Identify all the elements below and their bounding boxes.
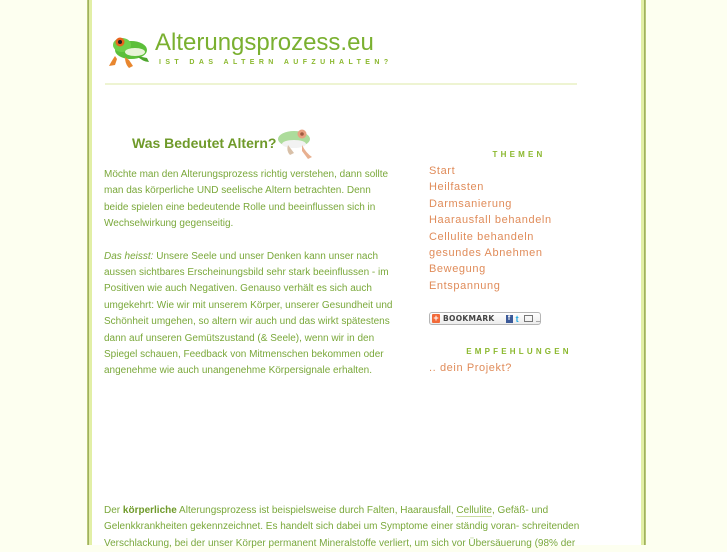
site-title[interactable]: Alterungsprozess.eu [155, 29, 374, 56]
empfehlungen-list [429, 360, 589, 376]
bold-term: körperliche [122, 505, 177, 516]
nav-link-start[interactable]: Start [429, 165, 456, 177]
bookmark-label: BOOKMARK [443, 314, 495, 324]
more-icon[interactable]: _ [536, 315, 540, 323]
themen-heading: THEMEN [492, 150, 546, 159]
email-icon[interactable] [524, 315, 533, 322]
page-container [88, 0, 645, 549]
article-heading-row [104, 125, 394, 167]
emphasis-label: Das heisst: [104, 250, 154, 262]
nav-link-cellulite[interactable]: Cellulite behandeln [429, 230, 534, 243]
nav-link-bewegung[interactable]: Bewegung [429, 263, 486, 276]
tree-frog-icon[interactable] [107, 32, 153, 70]
body-text-2: , Gefäß- und Gelenkkrankheiten gekennzeichnet. Es handelt sich dabei um Symptome einer ständig voran- schreitenden Verschlackung, bei der unser Körper permanent Mineralstoffe verliert, um sich vor Übersäuerung (98% der [104, 505, 580, 549]
sidebar [429, 150, 589, 377]
main-content [104, 125, 394, 396]
plus-icon: + [433, 313, 439, 324]
nav-link-darmsanierung[interactable]: Darmsanierung [429, 197, 513, 210]
site-header [105, 28, 579, 88]
bookmark-share-button[interactable] [429, 312, 541, 325]
intro-paragraph: Möchte man den Alterungsprozess richtig verstehen, dann sollte man das körperliche UND seelische Altern betrachten. Denn beide spielen eine bedeutende Rolle und beeinflussen sich in Wechselwirkung gegenseitig. [104, 169, 389, 230]
nav-link-haarausfall[interactable]: Haarausfall behandeln [429, 214, 552, 227]
site-tagline: IST DAS ALTERN AUFZUHALTEN? [159, 59, 393, 66]
explanation-paragraph [104, 249, 394, 380]
nav-link-abnehmen[interactable]: gesundes Abnehmen [429, 247, 543, 260]
twitter-icon[interactable]: t [515, 313, 519, 324]
nav-link-heilfasten[interactable]: Heilfasten [429, 181, 484, 194]
empfehlungen-heading: EMPFEHLUNGEN [466, 347, 572, 357]
themen-nav [429, 163, 589, 294]
nav-link-entspannung[interactable]: Entspannung [429, 279, 501, 292]
explanation-text: Unsere Seele und unser Denken kann unser nach aussen sichtbares Erscheinungsbild sehr stark beeinflussen - im Positiven wie auch Negativen. Genauso verhält es sich auch umgekehrt: Wie wir mit unserem Körper, unserer Gesundheit und Schönheit umgehen, so altern wir auch und das wirkt spätestens dann auf unseren Gemütszustand (& Seele), wenn wir in den Spiegel schauen, Feedback von Mitmenschen bekommen oder angenehme wie auch unangenehme Körpersignale erhalten. [104, 250, 393, 377]
body-text-1: Alterungsprozess ist beispielsweise durch Falten, Haarausfall, [176, 505, 457, 516]
body-prefix: Der [104, 505, 123, 516]
tree-frog-icon [272, 125, 318, 161]
header-divider [105, 83, 577, 85]
empfehlung-link[interactable]: .. dein Projekt? [429, 362, 512, 375]
facebook-icon[interactable]: f [506, 315, 513, 323]
cellulite-link[interactable]: Cellulite [456, 505, 492, 516]
article-heading: Was Bedeutet Altern? [132, 135, 277, 151]
